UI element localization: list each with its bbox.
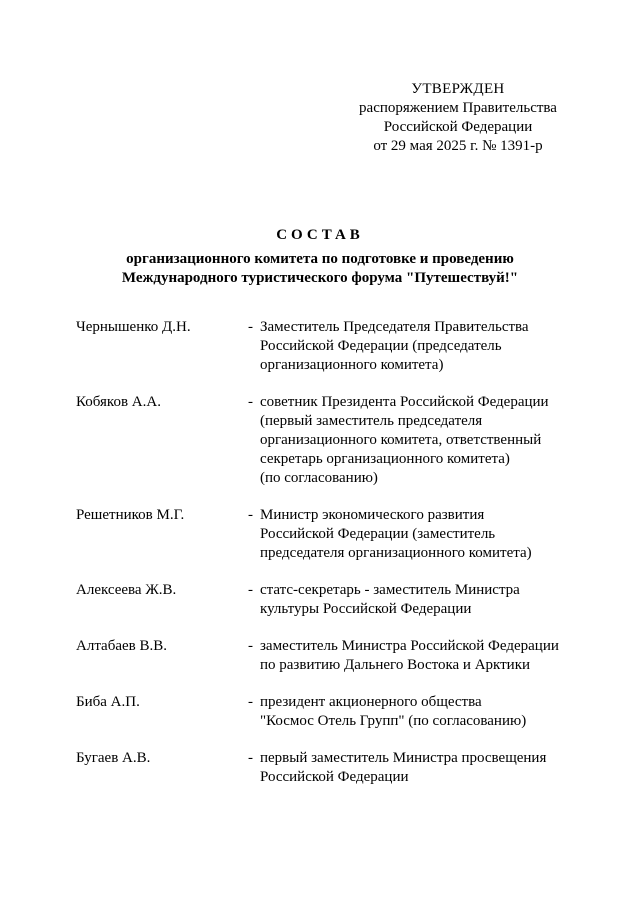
position-line: (первый заместитель председателя [260, 413, 483, 429]
member-position [260, 749, 580, 787]
member-dash: - [248, 394, 253, 410]
document-title: СОСТАВ [276, 227, 364, 243]
member-entry [0, 637, 640, 675]
position-line: заместитель Министра Российской Федерации [260, 638, 559, 654]
member-entry [0, 693, 640, 731]
member-name: Алтабаев В.В. [76, 638, 168, 654]
member-entry [0, 506, 640, 563]
position-line: советник Президента Российской Федерации [260, 394, 549, 410]
position-line: организационного комитета) [260, 357, 444, 373]
position-line: статс-секретарь - заместитель Министра [260, 582, 520, 598]
member-name: Кобяков А.А. [76, 394, 161, 410]
position-line: председателя организационного комитета) [260, 545, 532, 561]
member-position [260, 581, 580, 619]
member-entry [0, 393, 640, 488]
member-position [260, 393, 580, 488]
position-line: Российской Федерации [260, 769, 409, 785]
position-line: Российской Федерации (заместитель [260, 526, 496, 542]
position-line: Заместитель Председателя Правительства [260, 319, 529, 335]
position-line: культуры Российской Федерации [260, 601, 472, 617]
approval-line: распоряжением Правительства [359, 100, 557, 116]
approval-stamp [348, 80, 568, 156]
member-dash: - [248, 694, 253, 710]
member-position [260, 637, 580, 675]
position-line: (по согласованию) [260, 470, 378, 486]
member-position [260, 693, 580, 731]
member-name: Бугаев А.В. [76, 750, 151, 766]
subtitle-line: организационного комитета по подготовке и проведению [126, 251, 514, 267]
position-line: "Космос Отель Групп" (по согласованию) [260, 713, 527, 729]
position-line: Министр экономического развития [260, 507, 485, 523]
member-position [260, 318, 580, 375]
member-name: Решетников М.Г. [76, 507, 185, 523]
member-dash: - [248, 582, 253, 598]
member-entry [0, 581, 640, 619]
approval-line: от 29 мая 2025 г. № 1391-р [373, 138, 543, 154]
member-entry [0, 318, 640, 375]
position-line: организационного комитета, ответственный [260, 432, 542, 448]
member-dash: - [248, 319, 253, 335]
member-position [260, 506, 580, 563]
position-line: президент акционерного общества [260, 694, 482, 710]
member-name: Чернышенко Д.Н. [76, 319, 191, 335]
member-entry [0, 749, 640, 787]
position-line: по развитию Дальнего Востока и Арктики [260, 657, 531, 673]
member-dash: - [248, 507, 253, 523]
member-name: Алексеева Ж.В. [76, 582, 177, 598]
approval-line: Российской Федерации [383, 119, 533, 135]
member-name: Биба А.П. [76, 694, 140, 710]
document-subtitle [0, 250, 640, 288]
position-line: первый заместитель Министра просвещения [260, 750, 547, 766]
subtitle-line: Международного туристического форума "Путешествуй!" [121, 270, 519, 286]
approval-heading: УТВЕРЖДЕН [411, 81, 505, 97]
member-dash: - [248, 750, 253, 766]
position-line: секретарь организационного комитета) [260, 451, 510, 467]
position-line: Российской Федерации (председатель [260, 338, 502, 354]
member-dash: - [248, 638, 253, 654]
members-list [0, 318, 640, 787]
